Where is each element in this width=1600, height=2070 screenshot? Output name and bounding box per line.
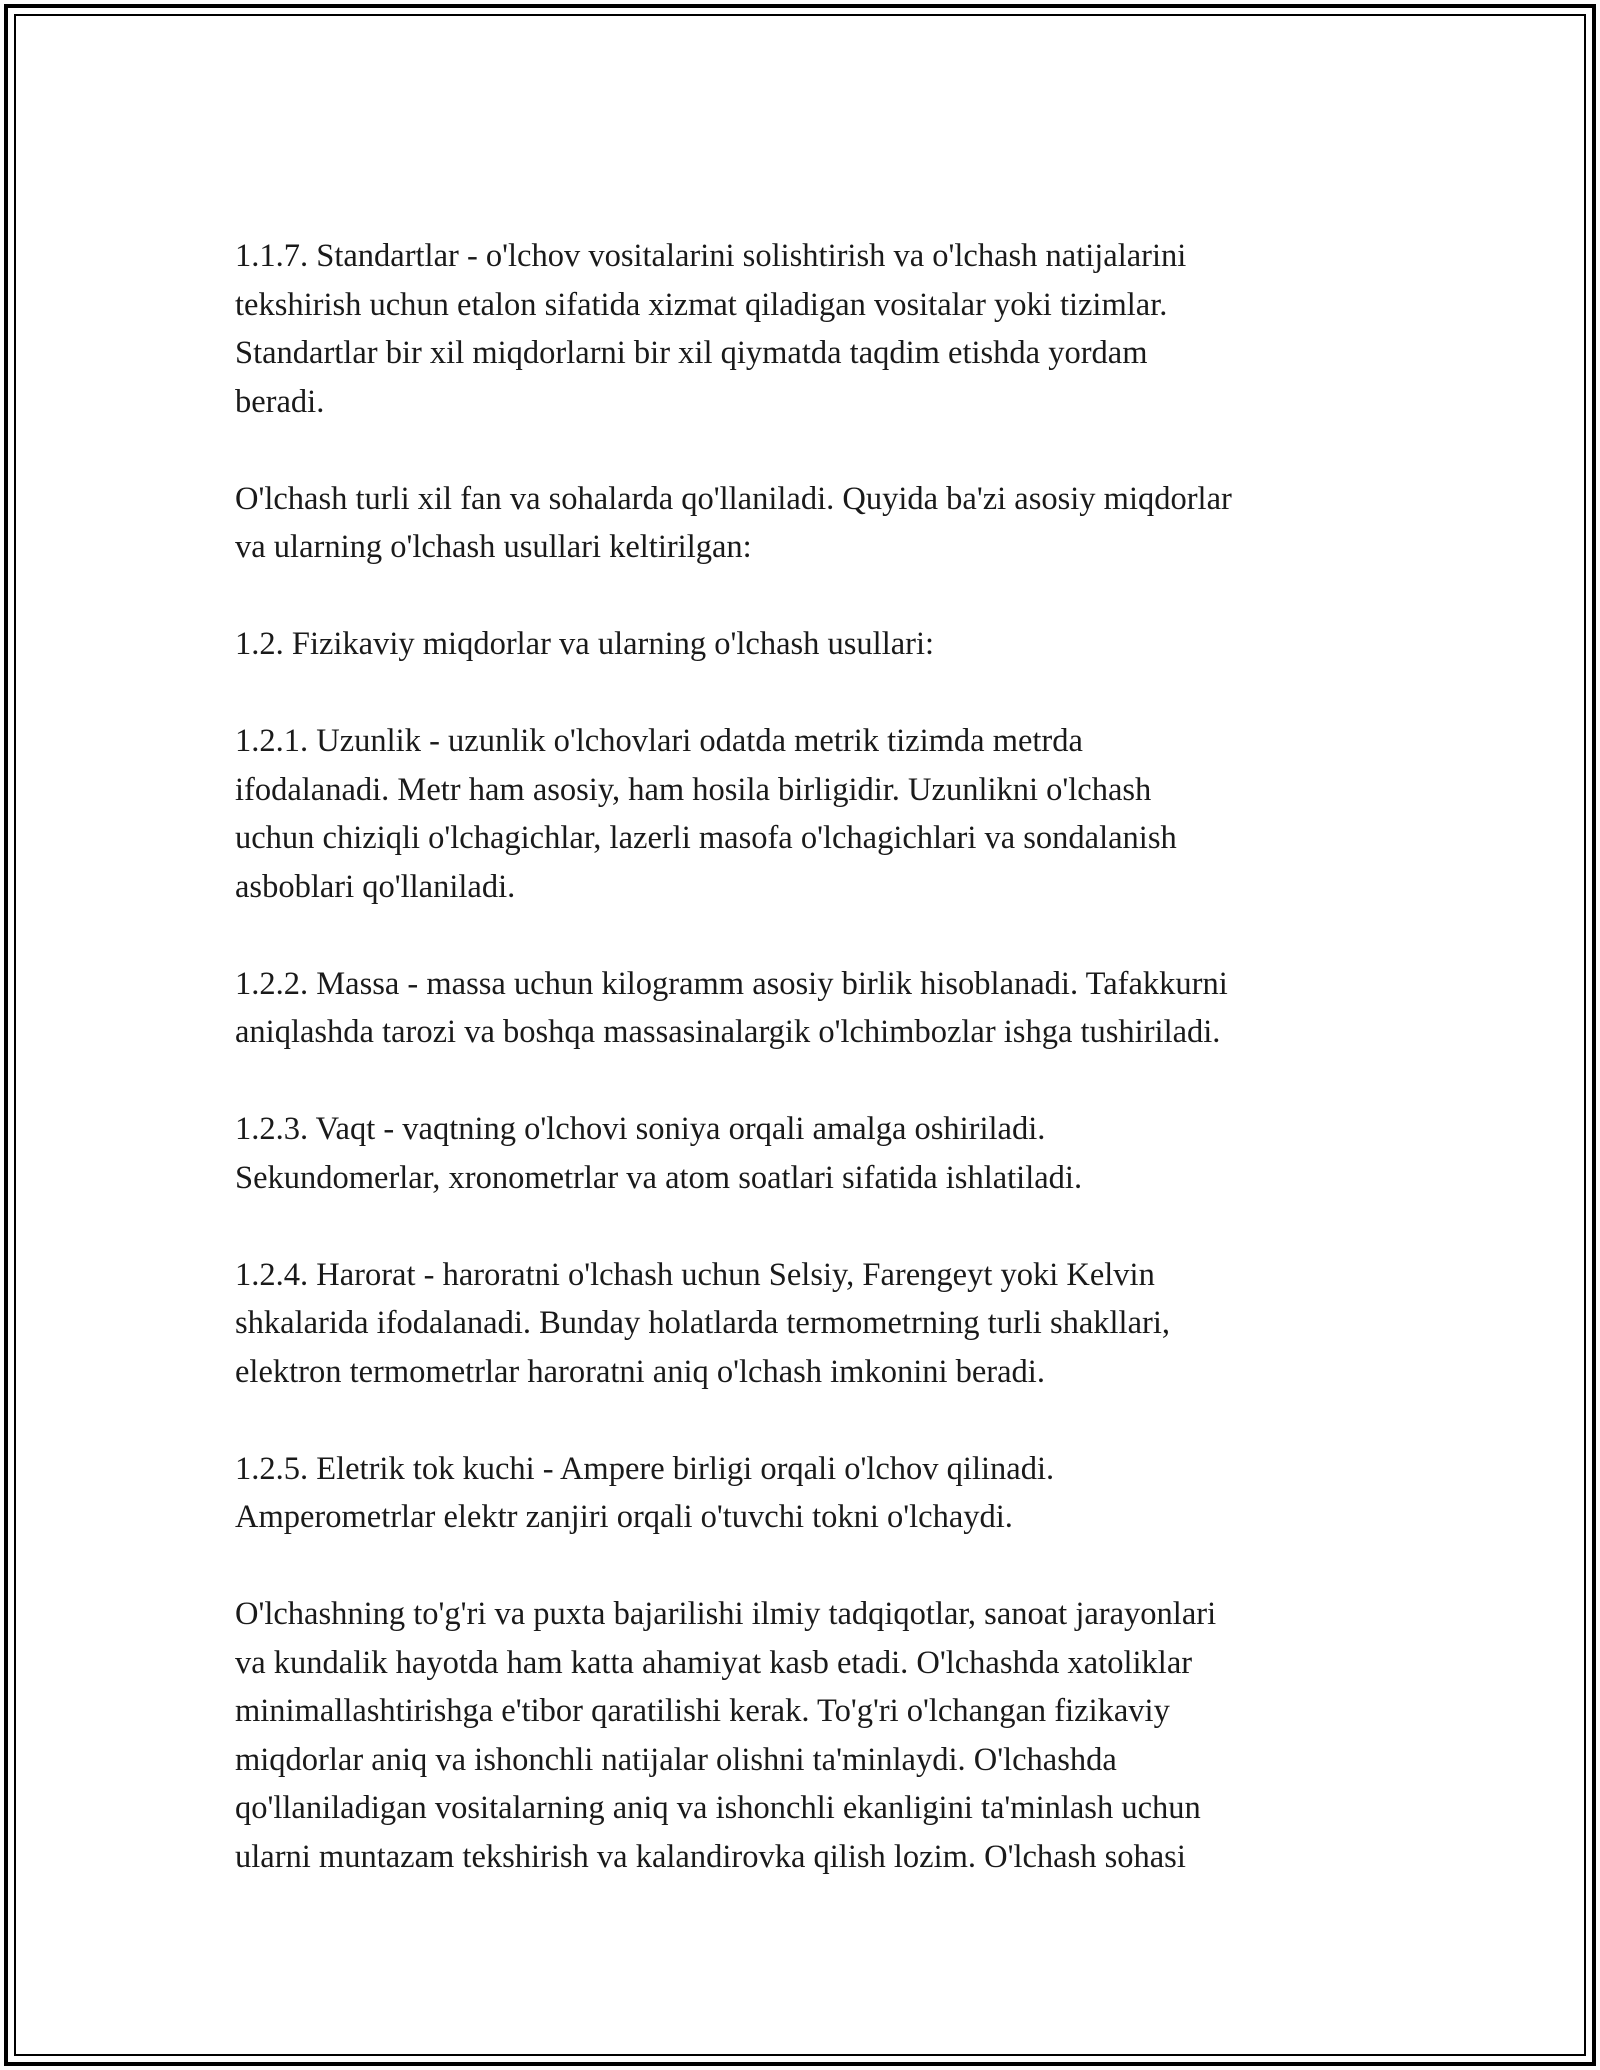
text-line: Amperometrlar elektr zanjiri orqali o'tuvchi tokni o'lchaydi. [235,1499,1013,1535]
paragraph-mass [235,960,1395,1057]
text-line: Sekundomerlar, xronometrlar va atom soatlari sifatida ishlatiladi. [235,1159,1083,1196]
text-line: 1.2.3. Vaqt - vaqtning o'lchovi soniya orqali amalga oshiriladi. [235,1111,1046,1147]
paragraph-length [235,717,1395,911]
text-line: qo'llaniladigan vositalarning aniq va ishonchli ekanligini ta'minlash uchun [235,1790,1201,1826]
text-line: 1.2.4. Harorat - haroratni o'lchash uchun Selsiy, Farengeyt yoki Kelvin [235,1256,1155,1293]
text-line: va ularning o'lchash usullari keltirilgan: [235,529,752,565]
text-line: ifodalanadi. Metr ham asosiy, ham hosila birligidir. Uzunlikni o'lchash [235,771,1152,808]
paragraph-current [235,1445,1395,1542]
text-line: 1.2. Fizikaviy miqdorlar va ularning o'lchash usullari: [235,626,935,662]
text-line: Standartlar bir xil miqdorlarni bir xil qiymatda taqdim etishda yordam [235,335,1148,371]
text-line: 1.1.7. Standartlar - o'lchov vositalarini solishtirish va o'lchash natijalarini [235,238,1187,274]
text-line: miqdorlar aniq va ishonchli natijalar olishni ta'minlaydi. O'lchashda [235,1741,1117,1778]
text-line: shkalarida ifodalanadi. Bunday holatlarda termometrning turli shakllari, [235,1305,1170,1341]
paragraph-intro [235,475,1395,572]
text-line: asboblari qo'llaniladi. [235,868,516,905]
text-line: aniqlashda tarozi va boshqa massasinalargik o'lchimbozlar ishga tushiriladi. [235,1014,1221,1050]
paragraph-temperature [235,1251,1395,1397]
paragraph-conclusion [235,1590,1395,1881]
text-line: uchun chiziqli o'lchagichlar, lazerli masofa o'lchagichlari va sondalanish [235,820,1177,856]
text-line: 1.2.1. Uzunlik - uzunlik o'lchovlari odatda metrik tizimda metrda [235,723,1083,759]
text-line: O'lchashning to'g'ri va puxta bajarilishi ilmiy tadqiqotlar, sanoat jarayonlari [235,1596,1217,1632]
text-line: elektron termometrlar haroratni aniq o'lchash imkonini beradi. [235,1353,1045,1390]
text-line: tekshirish uchun etalon sifatida xizmat qiladigan vositalar yoki tizimlar. [235,286,1168,323]
document-body [235,232,1395,1881]
text-line: 1.2.5. Eletrik tok kuchi - Ampere birligi orqali o'lchov qilinadi. [235,1450,1055,1487]
text-line: beradi. [235,383,325,420]
text-line: 1.2.2. Massa - massa uchun kilogramm asosiy birlik hisoblanadi. Tafakkurni [235,965,1228,1002]
text-line: ularni muntazam tekshirish va kalandirovka qilish lozim. O'lchash sohasi [235,1838,1186,1875]
text-line: va kundalik hayotda ham katta ahamiyat kasb etadi. O'lchashda xatoliklar [235,1644,1193,1681]
section-heading-1-2 [235,620,1395,669]
paragraph-standards [235,232,1395,426]
text-line: O'lchash turli xil fan va sohalarda qo'llaniladi. Quyida ba'zi asosiy miqdorlar [235,480,1232,517]
paragraph-time [235,1105,1395,1202]
text-line: minimallashtirishga e'tibor qaratilishi kerak. To'g'ri o'lchangan fizikaviy [235,1693,1170,1729]
